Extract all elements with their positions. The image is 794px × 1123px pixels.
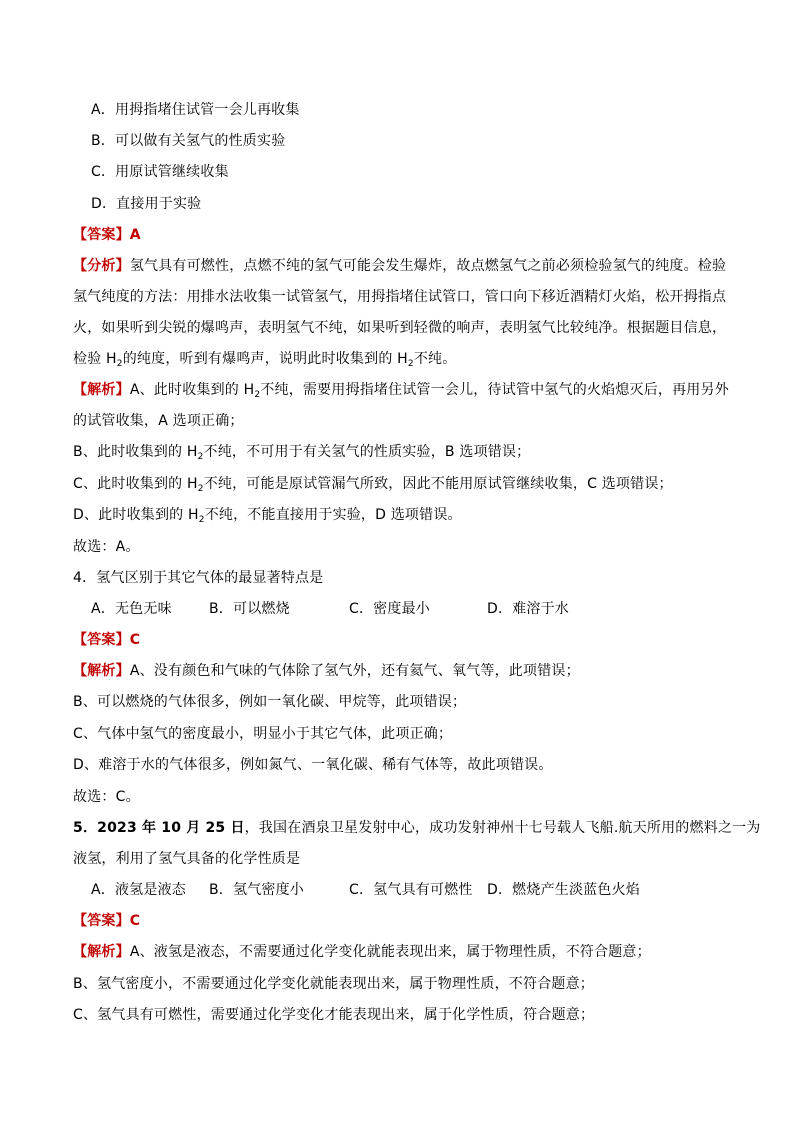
q5-explain-a: [73, 942, 651, 962]
q3-explain-tag: 【解析】: [73, 382, 130, 398]
subscript-2: 2: [197, 452, 204, 462]
q3-explain-d-start: D、此时收集到的 H: [73, 507, 199, 523]
subscript-2: 2: [197, 484, 204, 494]
q4-option-a: A．无色无味: [91, 601, 172, 617]
q5-question-line-2: 液氢，利用了氢气具备的化学性质是: [73, 851, 301, 867]
q5-question-line-1: [73, 818, 761, 838]
q3-explain-b-start: B、此时收集到的 H: [73, 444, 198, 460]
q4-explain-a-text: A、没有颜色和气味的气体除了氢气外，还有氦气、氧气等，此项错误；: [129, 663, 580, 679]
q5-options: [91, 880, 640, 900]
q3-explain-line-2: 的试管收集，A 选项正确；: [73, 413, 244, 429]
q5-option-c: C．氢气具有可燃性: [349, 882, 473, 898]
q3-option-a: A．用拇指堵住试管一会儿再收集: [91, 102, 300, 118]
q3-explain-c-start: C、此时收集到的 H: [73, 476, 198, 492]
q3-explain-d: [73, 505, 462, 525]
q5-option-b: B．氢气密度小: [209, 882, 305, 898]
subscript-2: 2: [116, 359, 123, 369]
subscript-2: 2: [198, 515, 205, 525]
q4-explain-a: [73, 661, 580, 681]
q3-explain-c: [73, 474, 673, 494]
q3-analysis-text-4a: 检验 H: [73, 351, 117, 367]
q4-explain-c: C、气体中氢气的密度最小，明显小于其它气体，此项正确；: [73, 726, 453, 742]
q4-options: [91, 599, 569, 619]
q3-analysis-text-4c: 不纯。: [413, 351, 457, 367]
q3-explain-a-end: 不纯，需要用拇指堵住试管一会儿，待试管中氢气的火焰熄灭后，再用另外: [260, 382, 729, 398]
q3-option-d: D．直接用于实验: [91, 196, 202, 212]
q5-question-text-1: ，我国在酒泉卫星发射中心，成功发射神州十七号载人飞船.航天所用的燃料之一为: [244, 820, 761, 836]
q3-conclusion: 故选：A。: [73, 539, 140, 555]
q5-explain-a-text: A、液氢是液态，不需要通过化学变化就能表现出来，属于物理性质，不符合题意；: [129, 944, 651, 960]
q5-answer-tag: 【答案】C: [73, 913, 141, 929]
q3-analysis-line-2: 氢气纯度的方法：用排水法收集一试管氢气，用拇指堵住试管口，管口向下移近酒精灯火焰，松开拇指点: [73, 289, 727, 305]
q3-analysis-text-4b: 的纯度，听到有爆鸣声，说明此时收集到的 H: [122, 351, 408, 367]
q3-explain-c-end: 不纯，可能是原试管漏气所致，因此不能用原试管继续收集，C 选项错误；: [203, 476, 673, 492]
q4-question: 4．氢气区别于其它气体的最显著特点是: [73, 570, 324, 586]
q3-analysis-line-4: [73, 349, 456, 369]
q4-conclusion: 故选：C。: [73, 789, 140, 805]
q3-analysis-text-1: 氢气具有可燃性，点燃不纯的氢气可能会发生爆炸，故点燃氢气之前必须检验氢气的纯度。检验: [129, 258, 727, 274]
q5-explain-c: C、氢气具有可燃性，需要通过化学变化才能表现出来，属于化学性质，符合题意；: [73, 1007, 595, 1023]
q4-explain-d: D、难溶于水的气体很多，例如氮气、一氧化碳、稀有气体等，故此项错误。: [73, 757, 553, 773]
q3-analysis-tag: 【分析】: [73, 258, 130, 274]
q5-option-d: D．燃烧产生淡蓝色火焰: [487, 882, 640, 898]
q5-date: 5．2023 年 10 月 25 日: [73, 820, 245, 836]
q3-analysis-line-1: [73, 256, 726, 276]
q5-explain-b: B、氢气密度小，不需要通过化学变化就能表现出来，属于物理性质，不符合题意；: [73, 976, 595, 992]
q3-explain-a-start: A、此时收集到的 H: [129, 382, 255, 398]
q4-explain-tag: 【解析】: [73, 663, 130, 679]
subscript-2: 2: [254, 390, 261, 400]
q4-option-d: D．难溶于水: [487, 601, 569, 617]
q3-explain-b-end: 不纯，不可用于有关氢气的性质实验，B 选项错误；: [203, 444, 531, 460]
q3-option-b: B．可以做有关氢气的性质实验: [91, 133, 286, 149]
q3-explain-d-end: 不纯，不能直接用于实验，D 选项错误。: [204, 507, 462, 523]
q5-option-a: A．液氢是液态: [91, 882, 186, 898]
q4-answer-tag: 【答案】C: [73, 632, 141, 648]
q3-answer-tag: 【答案】A: [73, 227, 141, 243]
q3-explain-b: [73, 442, 530, 462]
q4-explain-b: B、可以燃烧的气体很多，例如一氧化碳、甲烷等，此项错误；: [73, 694, 467, 710]
q3-option-c: C．用原试管继续收集: [91, 164, 229, 180]
q4-option-c: C．密度最小: [349, 601, 430, 617]
q5-explain-tag: 【解析】: [73, 944, 130, 960]
q3-analysis-line-3: 火，如果听到尖锐的爆鸣声，表明氢气不纯，如果听到轻微的响声，表明氢气比较纯净。根据题目信息，: [73, 320, 727, 336]
q3-explain-line-1: [73, 380, 729, 400]
subscript-2: 2: [407, 359, 414, 369]
q4-option-b: B．可以燃烧: [209, 601, 290, 617]
